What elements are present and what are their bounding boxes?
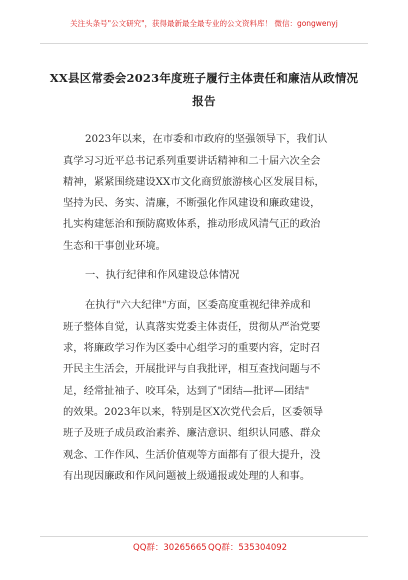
- promo-header: 关注头条号"公文研究"，获得最新最全最专业的公文资料库！ 微信：gongwenyj: [70, 19, 338, 28]
- paragraph-line: 足，经常扯袖子、咬耳朵，达到了"团结—批评—团结": [63, 385, 310, 397]
- paragraph-line: 坚持为民、务实、清廉，不断强化作风建设和廉政建设，: [63, 197, 321, 209]
- paragraph-line: 精神，紧紧围绕建设XX市文化商贸旅游核心区发展目标，: [63, 176, 325, 188]
- paragraph-line: 生态和干事创业环境。: [63, 240, 166, 252]
- document-title-continued: 报告: [192, 94, 216, 108]
- qq-group-2: QQ群：535304092: [208, 543, 288, 553]
- paragraph-line: 2023年以来，在市委和市政府的坚强领导下，我们认: [85, 133, 328, 145]
- paragraph-line: 扎实构建惩治和预防腐败体系，推动形成风清气正的政治: [63, 218, 321, 230]
- paragraph-line: 班子整体自觉，认真落实党委主体责任，贯彻从严治党要: [63, 321, 321, 333]
- document-title: XX县区常委会2023年度班子履行主体责任和廉洁从政情况: [49, 71, 359, 85]
- header-divider: [40, 43, 368, 44]
- paragraph-line: 真学习习近平总书记系列重要讲话精神和二十届六次全会: [63, 155, 321, 167]
- footer-divider: [40, 536, 368, 537]
- paragraph-line: 的效果。2023年以来，特别是区X次党代会后，区委领导: [63, 406, 324, 418]
- paragraph-line: 求，将廉政学习作为区委中心组学习的重要内容，定时召: [63, 342, 321, 354]
- paragraph-line: 在执行"六大纪律"方面，区委高度重视纪律养成和: [85, 299, 311, 311]
- paragraph-line: 班子及班子成员政治素养、廉洁意识、组织认同感、群众: [63, 427, 321, 439]
- qq-group-1: QQ群：30265665: [133, 543, 207, 553]
- paragraph-line: 开民主生活会，开展批评与自我批评，相互查找问题与不: [63, 363, 321, 375]
- paragraph-line: 观念、工作作风、生活价值观等方面都有了很大提升，没: [63, 449, 321, 461]
- section-heading: 一、执行纪律和作风建设总体情况: [85, 269, 240, 281]
- paragraph-line: 有出现因廉政和作风问题被上级通报或处理的人和事。: [63, 470, 311, 482]
